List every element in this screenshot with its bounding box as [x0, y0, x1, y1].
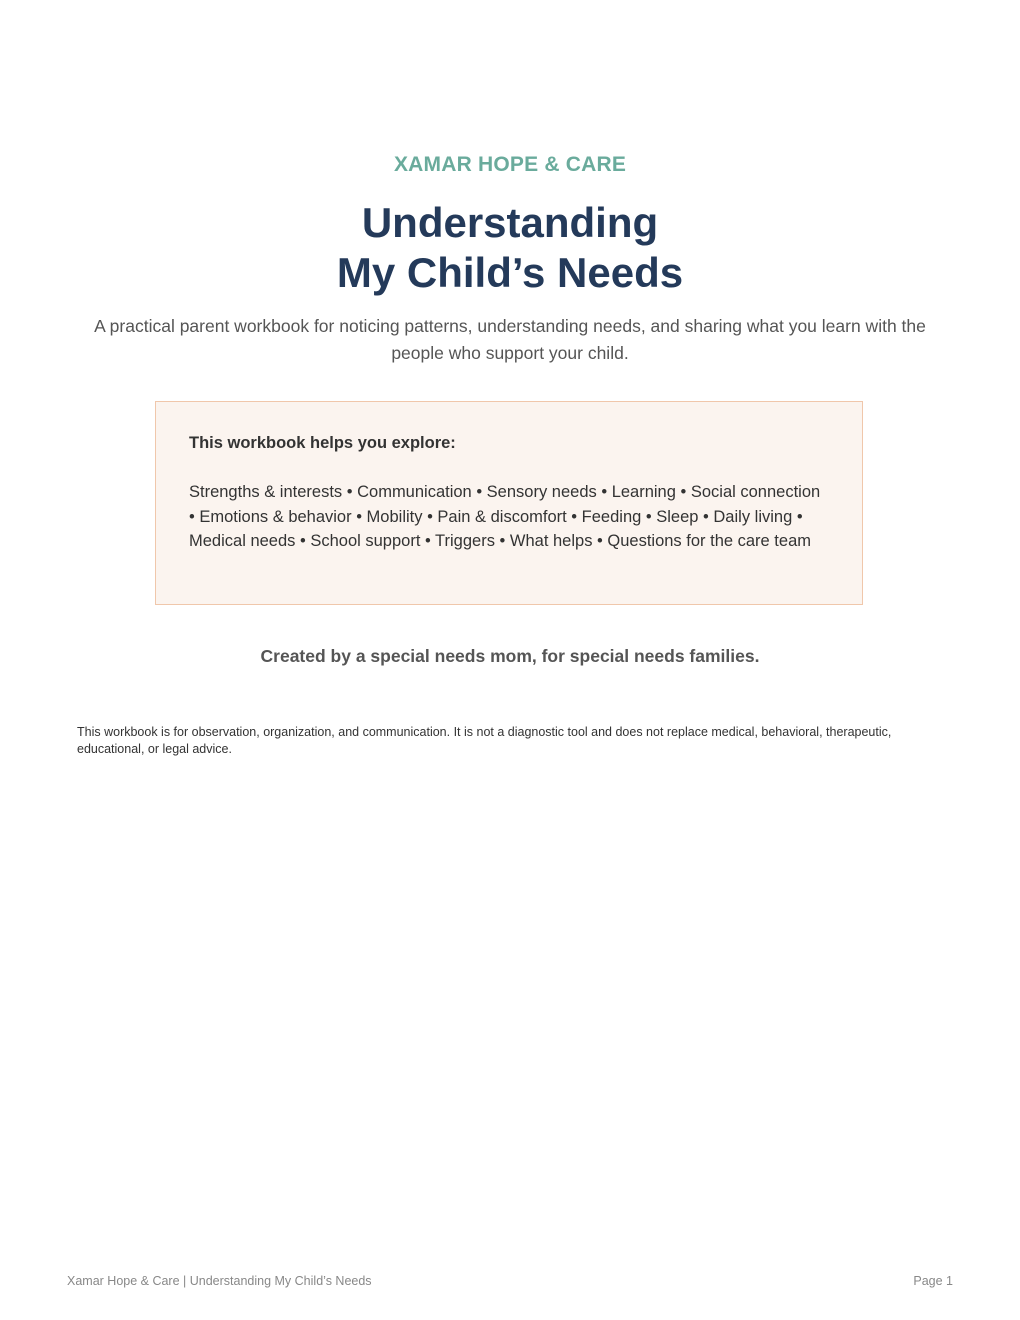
page-number: Page 1: [913, 1274, 953, 1288]
disclaimer: This workbook is for observation, organization, and communication. It is not a diagnostic tool and does not replace medical, behavioral, therapeutic, educational, or legal advice.: [77, 725, 892, 756]
title-line-2: My Child’s Needs: [336, 249, 684, 296]
title-line-1: Understanding: [361, 199, 659, 246]
explore-heading: This workbook helps you explore:: [189, 434, 456, 452]
explore-topics: Strengths & interests • Communication • Sensory needs • Learning • Social connection • Emotions & behavior • Mobility • Pain & discomfort • Feeding • Sleep • Daily living • Medical needs • School support • Triggers • What helps • Questions for the care team: [189, 483, 821, 550]
explore-box: [155, 401, 863, 605]
footer-title: Xamar Hope & Care | Understanding My Child’s Needs: [67, 1274, 372, 1288]
page-title: [0, 198, 1020, 298]
brand-name: XAMAR HOPE & CARE: [393, 153, 627, 176]
subtitle: A practical parent workbook for noticing patterns, understanding needs, and sharing what you learn with the people who support your child.: [94, 316, 926, 363]
tagline: Created by a special needs mom, for special needs families.: [260, 646, 760, 666]
